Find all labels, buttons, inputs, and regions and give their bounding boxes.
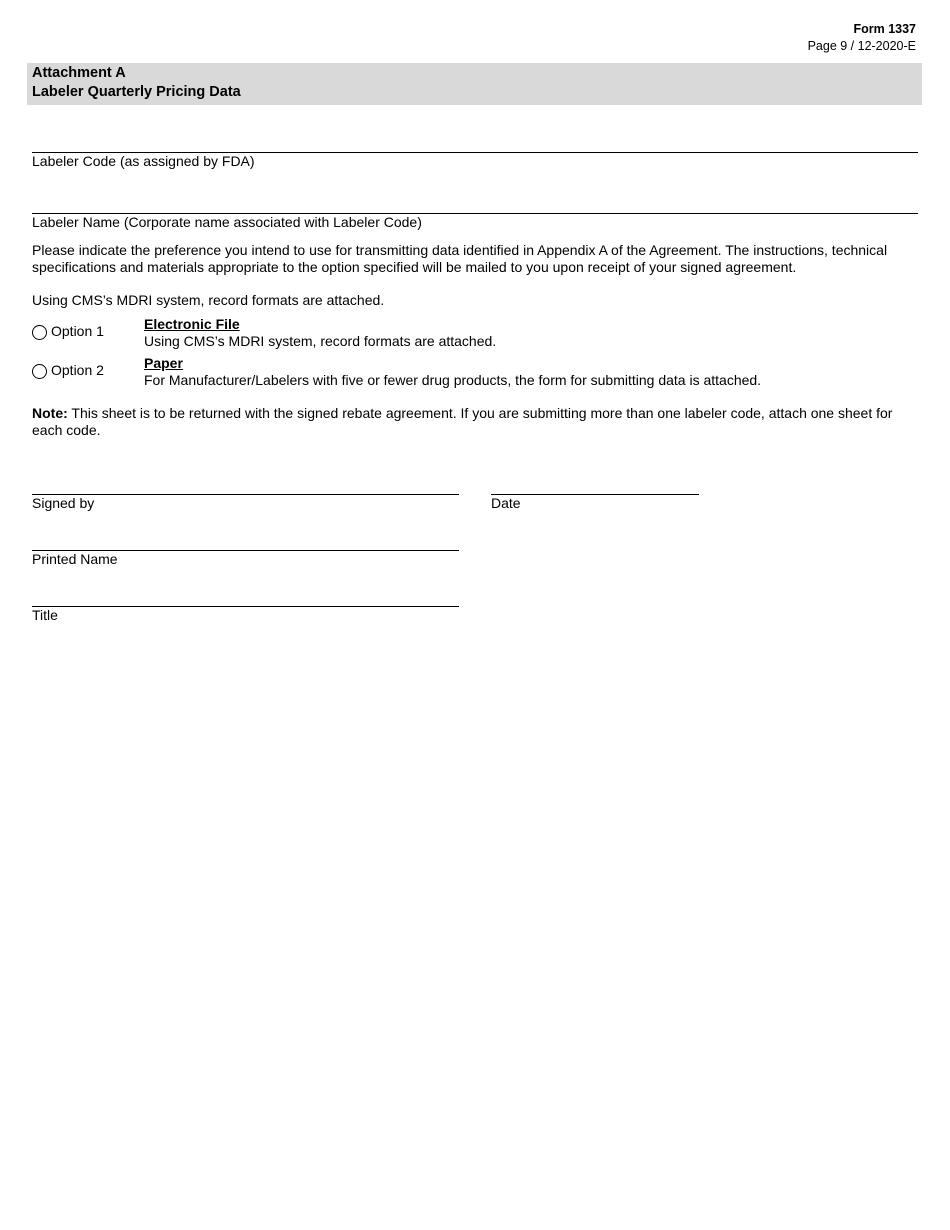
- option-1-description: Using CMS’s MDRI system, record formats are attached.: [144, 333, 497, 349]
- option-1-radio[interactable]: [32, 325, 47, 340]
- labeler-code-field[interactable]: [32, 152, 918, 169]
- labeler-name-label: Labeler Name (Corporate name associated with Labeler Code): [32, 214, 422, 230]
- option-2-title: Paper: [144, 355, 183, 371]
- signed-by-label: Signed by: [32, 495, 95, 511]
- attachment-subtitle: Labeler Quarterly Pricing Data: [32, 84, 241, 100]
- title-bar: [27, 63, 922, 105]
- option-2-description: For Manufacturer/Labelers with five or fewer drug products, the form for submitting data is attached.: [144, 372, 762, 388]
- instructions-text: Please indicate the preference you intend to use for transmitting data identified in Appendix A of the Agreement. The instructions, technical specifications and materials appropriate to the option specified will be mailed to you upon receipt of your signed agreement.: [32, 242, 888, 275]
- form-header: [808, 21, 916, 55]
- page-info: Page 9 / 12-2020-E: [807, 39, 916, 53]
- option-2[interactable]: [32, 355, 912, 395]
- printed-name-label: Printed Name: [32, 551, 118, 567]
- labeler-code-label: Labeler Code (as assigned by FDA): [32, 153, 255, 169]
- option-2-label: Option 2: [51, 362, 104, 378]
- option-2-radio[interactable]: [32, 364, 47, 379]
- date-label: Date: [491, 495, 521, 511]
- attachment-title: Attachment A: [32, 65, 126, 81]
- note-paragraph: [32, 405, 912, 439]
- note-label: Note:: [32, 405, 68, 421]
- signed-by-field[interactable]: [32, 494, 459, 511]
- printed-name-field[interactable]: [32, 550, 459, 567]
- title-field[interactable]: [32, 606, 459, 623]
- mdri-note-text: Using CMS’s MDRI system, record formats are attached.: [32, 292, 385, 308]
- form-number: Form 1337: [853, 22, 916, 36]
- option-1[interactable]: [32, 316, 912, 356]
- option-1-label: Option 1: [51, 323, 104, 339]
- option-1-title: Electronic File: [144, 316, 240, 332]
- title-label: Title: [32, 607, 58, 623]
- date-field[interactable]: [491, 494, 699, 511]
- note-text: This sheet is to be returned with the signed rebate agreement. If you are submitting more than one labeler code, attach one sheet for each code.: [32, 405, 893, 438]
- labeler-name-field[interactable]: [32, 213, 918, 230]
